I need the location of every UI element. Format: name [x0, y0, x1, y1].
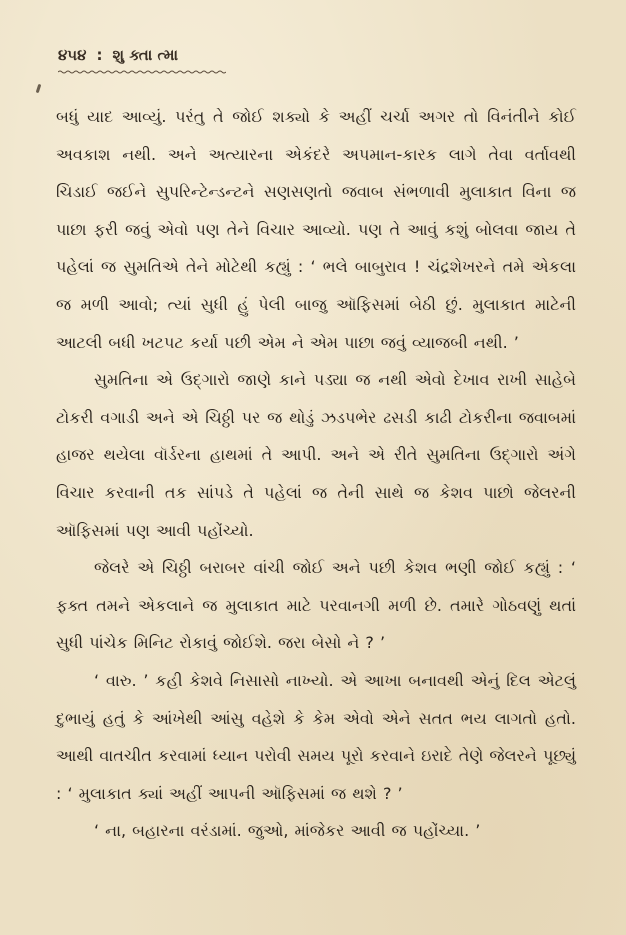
header-wavy-rule [58, 70, 226, 74]
page-number: ૪૫૪ [58, 46, 87, 64]
header-separator: : [96, 46, 103, 64]
body-text [56, 98, 576, 850]
paragraph: સુમતિના એ ઉદ્ગારો જાણે કાને પડ્યા જ નથી એવો દેખાવ રાખી સાહેબે ટોકરી વગાડી અને એ ચિઠ્ઠી પર જ થોડું ઝડપભેર ઢસડી કાઢી ટોકરીના જવાબમાં હાજર થયેલા વૉર્ડરના હાથમાં તે આપી. અને એ રીતે સુમતિના ઉદ્ગારો અંગે વિચાર કરવાની તક સાંપડે તે પહેલાં જ તેની સાથે જ કેશવ પાછો જેલરની ઑફિસમાં પણ આવી પહોંચ્યો. [56, 370, 576, 540]
ink-mark [36, 84, 42, 93]
paragraph: ‘ ના, બહારના વરંડામાં. જુઓ, માંજેકર આવી જ પહોંચ્યા. ’ [94, 821, 481, 841]
running-header [58, 46, 178, 64]
book-title: શુ ક્તા ત્મા [112, 46, 179, 64]
paragraph: બધું યાદ આવ્યું. પરંતુ તે જોઈ શક્યો કે અહીં ચર્ચા અગર તો વિનંતીને કોઈ અવકાશ નથી. અને અત્યારના એકંદરે અપમાન-કારક લાગે તેવા વર્તાવથી ચિડાઈ જઈને સુપરિન્ટેન્ડન્ટને સણસણતો જવાબ સંભળાવી મુલાકાત વિના જ પાછા ફરી જવું એવો પણ તેને વિચાર આવ્યો. પણ તે આવું કશું બોલવા જાય તે પહેલાં જ સુમતિએ તેને મોટેથી કહ્યું : ‘ ભલે બાબુરાવ ! ચંદ્રશેખરને તમે એકલા જ મળી આવો; ત્યાં સુધી હું પેલી બાજુ ઑફિસમાં બેઠી છું. મુલાકાત માટેની આટલી બધી ખટપટ કર્યા પછી એમ ને એમ પાછા જવું વ્યાજબી નથી. ’ [56, 107, 576, 352]
paragraph: જેલરે એ ચિઠ્ઠી બરાબર વાંચી જોઈ અને પછી કેશવ ભણી જોઈ કહ્યું : ‘ ફક્ત તમને એકલાને જ મુલાકાત માટે પરવાનગી મળી છે. તમારે ગોઠવણું થતાં સુધી પાંચેક મિનિટ રોકાવું જોઈશે. જરા બેસો ને ? ’ [56, 558, 576, 653]
paragraph: ‘ વારુ. ’ કહી કેશવે નિસાસો નાખ્યો. એ આખા બનાવથી એનું દિલ એટલું દુભાયું હતું કે આંખેથી આંસુ વહેશે કે કેમ એવો એને સતત ભય લાગતો હતો. આથી વાતચીત કરવામાં ધ્યાન પરોવી સમય પૂરો કરવાને ઇરાદે તેણે જેલરને પૂછ્યું : ‘ મુલાકાત ક્યાં અહીં આપની ઑફિસમાં જ થશે ? ’ [56, 670, 576, 803]
